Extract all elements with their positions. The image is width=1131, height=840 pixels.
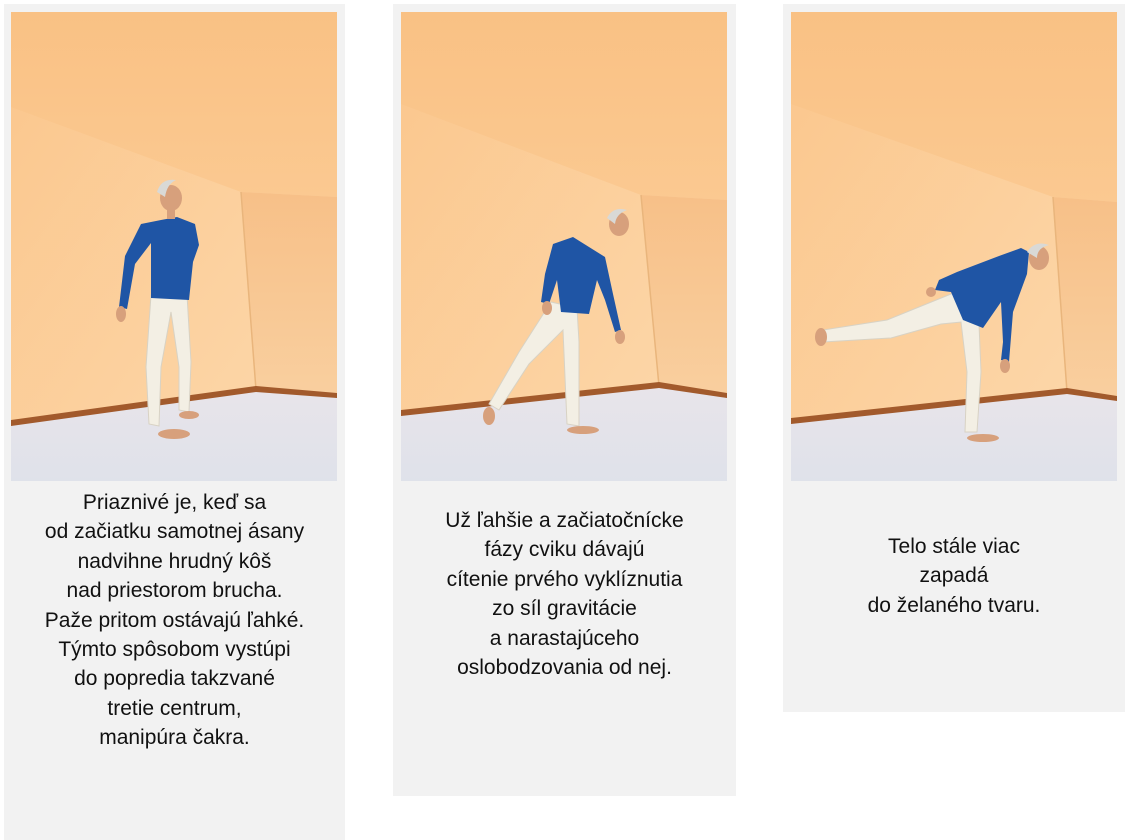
exercise-caption-1 [4,488,345,753]
exercise-card-2 [393,4,736,796]
caption-line: nadvihne hrudný kôš [77,549,272,573]
caption-line: zo síl gravitácie [492,597,637,621]
exercise-caption-2 [393,506,736,682]
caption-line: Už ľahšie a začiatočnícke [445,509,684,532]
exercise-photo-3 [791,12,1117,481]
exercise-photo-1 [11,12,337,481]
caption-line: a narastajúceho [489,626,640,650]
caption-line: cítenie prvého vyklíznutia [446,567,683,591]
caption-line: tretie centrum, [107,696,242,720]
exercise-card-3 [783,4,1125,712]
caption-line: Telo stále viac [888,535,1020,558]
exercise-caption-3 [783,532,1125,620]
caption-line: fázy cviku dávajú [484,538,645,562]
room-leaning-pose-image [401,12,727,481]
caption-line: oslobodzovania od nej. [457,656,672,680]
caption-line: Priaznivé je, keď sa [82,491,267,514]
room-balance-pose-image [791,12,1117,481]
caption-line: do želaného tvaru. [867,593,1041,617]
caption-line: zapadá [919,564,989,588]
exercise-card-1 [4,4,345,840]
exercise-photo-2 [401,12,727,481]
caption-line: do popredia takzvané [74,667,275,691]
caption-line: nad priestorom brucha. [66,579,283,603]
room-standing-pose-image [11,12,337,481]
caption-line: manipúra čakra. [99,726,250,750]
caption-line: od začiatku samotnej ásany [44,520,305,544]
caption-line: Paže pritom ostávajú ľahké. [44,608,305,632]
caption-line: Týmto spôsobom vystúpi [58,638,291,662]
